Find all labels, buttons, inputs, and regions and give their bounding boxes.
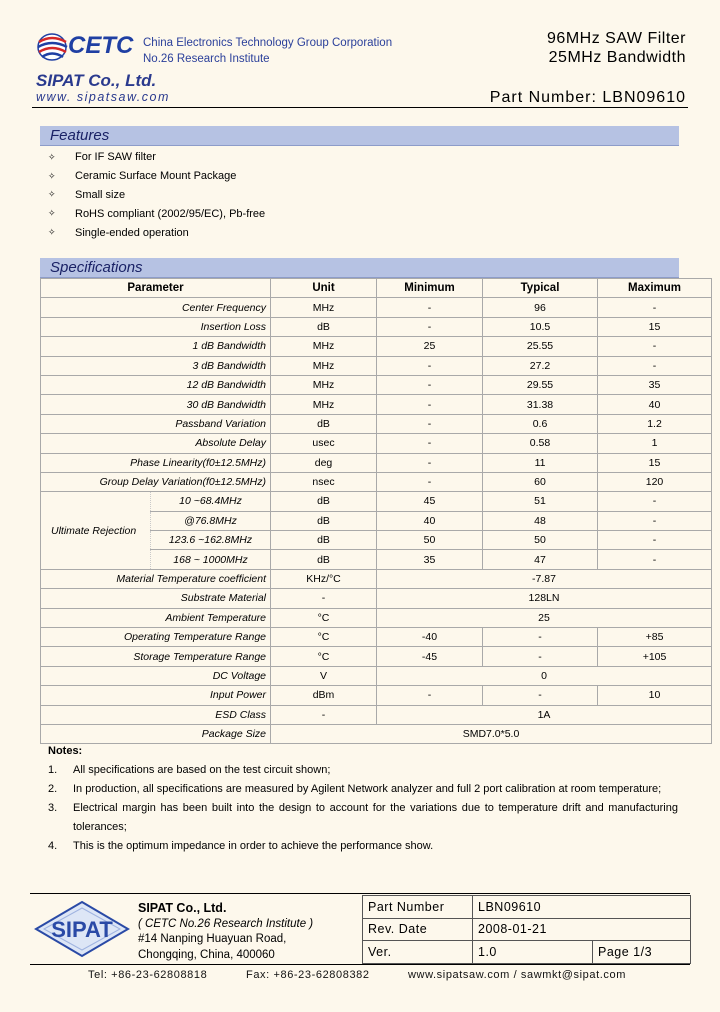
col-minimum: Minimum: [377, 279, 483, 298]
table-row: Material Temperature coefficient KHz/°C -7.87: [41, 569, 712, 588]
col-unit: Unit: [271, 279, 377, 298]
table-row: Storage Temperature Range °C -45 - +105: [41, 647, 712, 666]
diamond-bullet-icon: ✧: [48, 170, 56, 181]
company-name: SIPAT Co., Ltd.: [36, 71, 157, 90]
col-parameter: Parameter: [41, 279, 271, 298]
website-link[interactable]: www. sipatsaw.com: [36, 90, 170, 104]
table-row: Substrate Material - 128LN: [41, 589, 712, 608]
table-row: 30 dB Bandwidth MHz - 31.38 40: [41, 395, 712, 414]
diamond-bullet-icon: ✧: [48, 189, 56, 200]
features-list: [48, 148, 265, 242]
sipat-logo: [34, 900, 130, 958]
diamond-bullet-icon: ✧: [48, 151, 56, 162]
footer-company-name: SIPAT Co., Ltd.: [138, 901, 227, 915]
specifications-section-bar: [40, 258, 679, 278]
part-number-heading: Part Number: LBN09610: [489, 89, 686, 106]
specifications-table: [40, 278, 712, 744]
table-row: Operating Temperature Range °C -40 - +85: [41, 628, 712, 647]
specifications-heading: Specifications: [50, 259, 143, 276]
footer-fax: Fax: +86-23-62808382: [246, 969, 370, 981]
product-title: 96MHz SAW Filter: [547, 30, 686, 47]
diamond-bullet-icon: ✧: [48, 208, 56, 219]
features-heading: Features: [50, 127, 110, 144]
table-row: Ambient Temperature °C 25: [41, 608, 712, 627]
table-row: @76.8MHz dB 40 48 -: [41, 511, 712, 530]
product-bandwidth: 25MHz Bandwidth: [548, 49, 686, 66]
table-row: Rev. Date 2008-01-21: [363, 918, 691, 941]
feature-item: ✧ Ceramic Surface Mount Package: [48, 170, 237, 183]
table-row: Group Delay Variation(f0±12.5MHz) nsec - 60 120: [41, 472, 712, 491]
document-info-table: [362, 895, 691, 964]
col-typical: Typical: [483, 279, 598, 298]
table-row: Absolute Delay usec - 0.58 1: [41, 434, 712, 453]
table-row: 12 dB Bandwidth MHz - 29.55 35: [41, 375, 712, 394]
footer-contact-divider: [30, 964, 690, 965]
table-row: 1 dB Bandwidth MHz 25 25.55 -: [41, 337, 712, 356]
corp-line-1: China Electronics Technology Group Corporation: [143, 37, 393, 49]
note-item: 2. In production, all specifications are measured by Agilent Network analyzer and full 2 port calibration at room temperature;: [48, 783, 662, 795]
table-row: ESD Class - 1A: [41, 705, 712, 724]
diamond-bullet-icon: ✧: [48, 227, 56, 238]
table-row: 123.6 ~162.8MHz dB 50 50 -: [41, 531, 712, 550]
table-row: Insertion Loss dB - 10.5 15: [41, 317, 712, 336]
cetc-logo-text: CETC: [68, 32, 134, 59]
corp-line-2: No.26 Research Institute: [143, 53, 270, 65]
notes-section: [48, 745, 678, 856]
note-item: 3. Electrical margin has been built into the design to account for the variations due to temperature drift and manufacturing tolerances;: [48, 802, 678, 833]
table-row: Input Power dBm - - 10: [41, 686, 712, 705]
ultimate-rejection-label: Ultimate Rejection: [41, 492, 151, 570]
features-section-bar: [40, 126, 679, 146]
table-row: Center Frequency MHz - 96 -: [41, 298, 712, 317]
feature-item: ✧ Small size: [48, 188, 126, 201]
feature-item: ✧ RoHS compliant (2002/95/EC), Pb-free: [48, 207, 266, 220]
table-row: Phase Linearity(f0±12.5MHz) deg - 11 15: [41, 453, 712, 472]
table-row: Passband Variation dB - 0.6 1.2: [41, 414, 712, 433]
notes-title: Notes:: [48, 745, 83, 757]
table-row: Part Number LBN09610: [363, 896, 691, 919]
table-row: Package Size SMD7.0*5.0: [41, 724, 712, 743]
sipat-logo-text: SIPAT: [51, 917, 113, 942]
note-item: 4. This is the optimum impedance in order to achieve the performance show.: [48, 840, 434, 852]
table-row-ultimate-rejection: Ultimate Rejection 10 ~68.4MHz dB 45 51 -: [41, 492, 712, 511]
table-row: 3 dB Bandwidth MHz - 27.2 -: [41, 356, 712, 375]
sipat-diamond-icon: [34, 900, 130, 958]
footer-institute: ( CETC No.26 Research Institute ): [138, 917, 314, 930]
note-item: 1. All specifications are based on the test circuit shown;: [48, 764, 331, 776]
table-row: DC Voltage V 0: [41, 666, 712, 685]
feature-item: ✧ Single-ended operation: [48, 226, 189, 239]
corporation-name: [143, 35, 392, 67]
feature-item: ✧ For IF SAW filter: [48, 151, 156, 164]
footer-web-email[interactable]: www.sipatsaw.com / sawmkt@sipat.com: [408, 969, 626, 981]
table-row: 168 ~ 1000MHz dB 35 47 -: [41, 550, 712, 569]
table-row: Ver. 1.0 Page 1/3: [363, 941, 691, 964]
col-maximum: Maximum: [598, 279, 712, 298]
header-divider: [32, 107, 688, 108]
page-indicator: Page 1/3: [593, 941, 691, 964]
footer-address-line-2: Chongqing, China, 400060: [138, 948, 275, 961]
footer-address-line-1: #14 Nanping Huayuan Road,: [138, 933, 287, 945]
footer-tel: Tel: +86-23-62808818: [88, 969, 208, 981]
cetc-logo: [36, 30, 134, 64]
footer-top-divider: [30, 893, 690, 894]
table-header-row: [41, 279, 712, 298]
footer-company-info: [138, 901, 313, 963]
